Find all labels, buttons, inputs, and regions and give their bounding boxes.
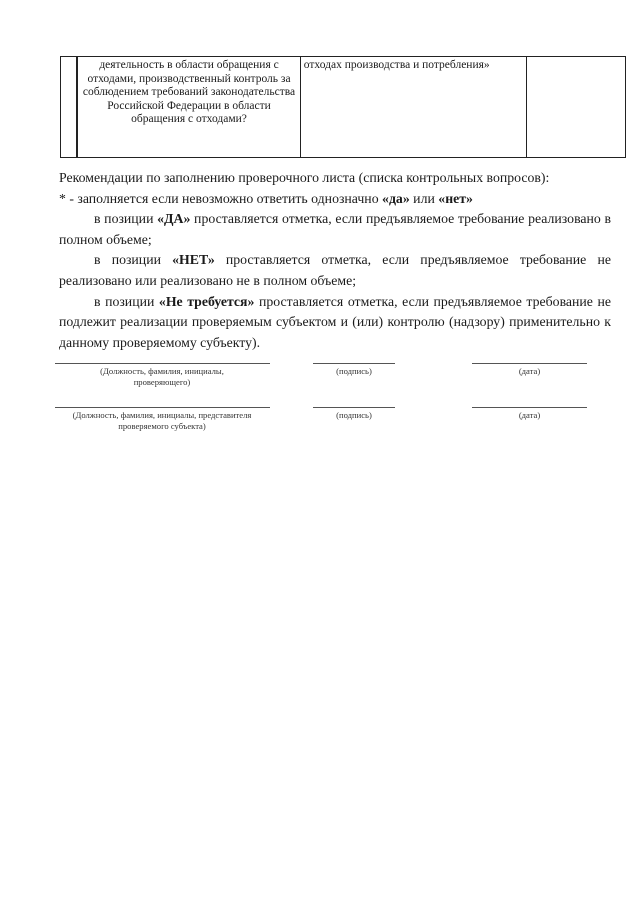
- inspector-date-field: (дата): [472, 363, 587, 377]
- checklist-table-fragment: [60, 56, 626, 158]
- representative-date-field: (дата): [472, 407, 587, 421]
- inspector-position-field: (Должность, фамилия, инициалы, проверяющего): [55, 363, 270, 387]
- requirement-cell: отходах производства и потребления»: [300, 57, 527, 158]
- recommendation-yes: в позиции «ДА» проставляется отметка, если предъявляемое требование реализовано в полном объеме;: [59, 211, 611, 247]
- inspector-signature-field: (подпись): [313, 363, 395, 377]
- recommendations-section: [59, 168, 611, 353]
- recommendations-heading: Рекомендации по заполнению проверочного листа (списка контрольных вопросов):: [59, 170, 550, 185]
- table-row: [61, 57, 626, 158]
- recommendation-no: в позиции «НЕТ» проставляется отметка, если предъявляемое требование не реализовано или реализовано не в полном объеме;: [59, 252, 611, 288]
- representative-position-field: (Должность, фамилия, инициалы, представителя проверяемого субъекта): [55, 407, 270, 431]
- answer-cell: [527, 57, 626, 158]
- representative-signature-field: (подпись): [313, 407, 395, 421]
- description-cell: деятельность в области обращения с отходами, производственный контроль за соблюдением требований законодательства Российской Федерации в области обращения с отходами?: [78, 57, 301, 158]
- number-cell: [61, 57, 78, 158]
- asterisk-note: * - заполняется если невозможно ответить однозначно «да» или «нет»: [59, 190, 473, 206]
- recommendation-not-required: в позиции «Не требуется» проставляется отметка, если предъявляемое требование не подлежит реализации проверяемым субъектом и (или) контролю (надзору) применительно к данному проверяемому субъекту).: [59, 293, 611, 350]
